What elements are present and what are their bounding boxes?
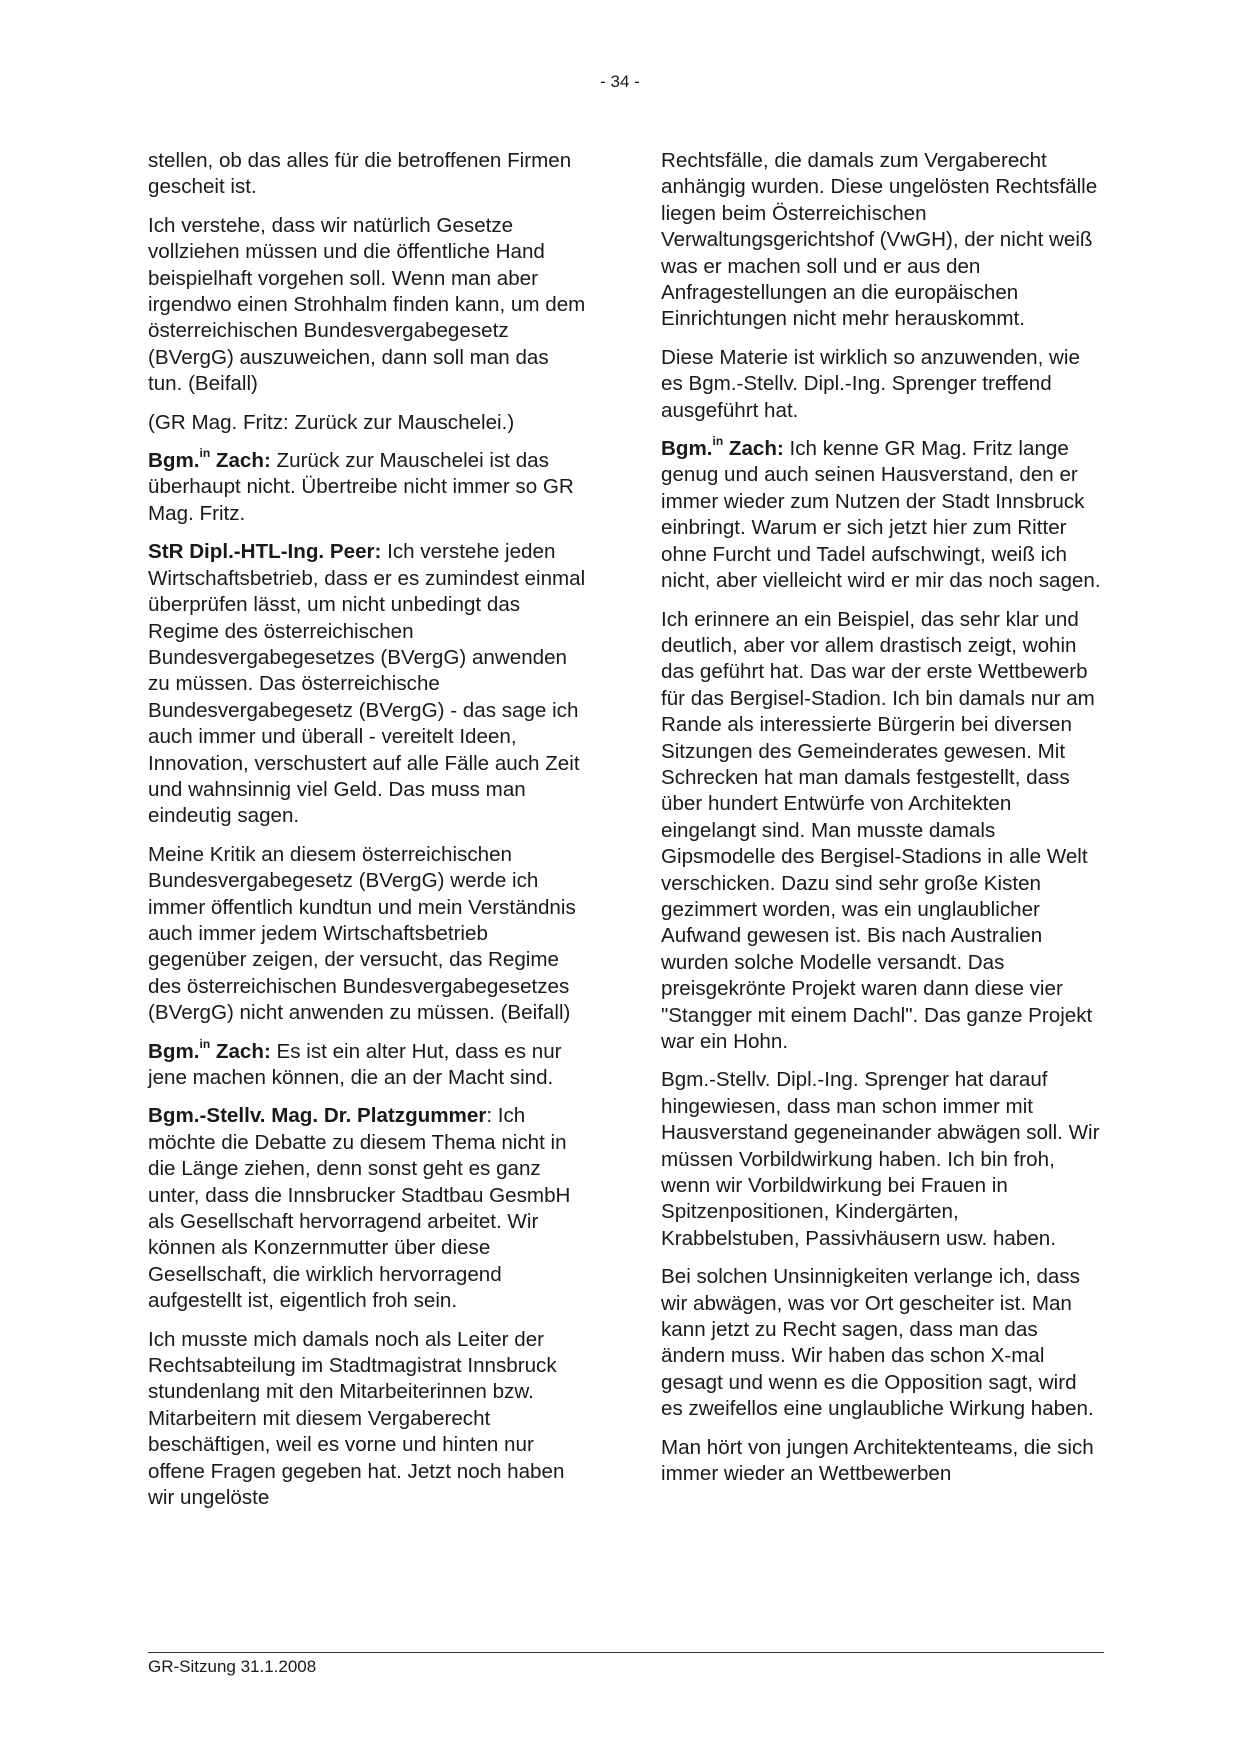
speech-text: Ich verstehe jeden Wirtschaftsbetrieb, dass er es zumindest einmal überprüfen lässt, um nicht unbedingt das Regime des österreichischen Bundesvergabegesetzes (BVergG) anwenden zu müssen. Das österreichische Bundesvergabegesetz (BVergG) - das sage ich auch immer und überall - vereitelt Ideen, Innovation, verschustert auf alle Fälle auch Zeit und wahnsinnig viel Geld. Das muss man eindeutig sagen. <box>148 540 586 828</box>
speech-paragraph <box>661 436 1101 594</box>
paragraph: Ich musste mich damals noch als Leiter der Rechtsabteilung im Stadtmagistrat Innsbruck stundenlang mit den Mitarbeiterinnen bzw. Mitarbeitern mit diesem Vergaberecht beschäftigen, weil es vorne und hinten nur offene Fragen gegeben hat. Jetzt noch haben wir ungelöste <box>148 1327 565 1510</box>
speaker-name: Bgm.$^{in}$ Zach: <box>148 446 271 473</box>
paragraph: Meine Kritik an diesem österreichischen Bundesvergabegesetz (BVergG) werde ich immer öffentlich kundtun und mein Verständnis auch immer jedem Wirtschaftsbetrieb gegenüber zeigen, der versucht, das Regime des österreichischen Bundesvergabegesetzes (BVergG) nicht anwenden zu müssen. (Beifall) <box>148 842 576 1025</box>
speech-paragraph <box>148 539 588 829</box>
left-column <box>148 148 588 1524</box>
paragraph: Ich verstehe, dass wir natürlich Gesetze vollziehen müssen und die öffentliche Hand beispielhaft vorgehen soll. Wenn man aber irgendwo einen Strohhalm finden kann, um dem österreichischen Bundesvergabegesetz (BVergG) auszuweichen, dann soll man das tun. (Beifall) <box>148 213 586 396</box>
paragraph: Bei solchen Unsinnigkeiten verlange ich, dass wir abwägen, was vor Ort gescheiter ist. Man kann jetzt zu Recht sagen, dass man das ändern muss. Wir haben das schon X-mal gesagt und wenn es die Opposition sagt, wird es zweifellos eine unglaubliche Wirkung haben. <box>661 1265 1094 1421</box>
paragraph: (GR Mag. Fritz: Zurück zur Mauschelei.) <box>148 410 515 434</box>
speaker-name: Bgm.$^{in}$ Zach: <box>661 434 784 461</box>
speech-text: Zurück zur Mauschelei ist das überhaupt nicht. Übertreibe nicht immer so GR Mag. Fritz. <box>148 449 574 525</box>
footer-divider <box>148 1652 1104 1653</box>
speech-text: Ich kenne GR Mag. Fritz lange genug und auch seinen Hausverstand, den er immer wieder zum Nutzen der Stadt Innsbruck einbringt. Warum er sich jetzt hier zum Ritter ohne Furcht und Tadel aufschwingt, weiß ich nicht, aber vielleicht wird er mir das noch sagen. <box>661 437 1101 593</box>
speaker-name: Bgm.$^{in}$ Zach: <box>148 1036 271 1063</box>
paragraph: Ich erinnere an ein Beispiel, das sehr klar und deutlich, aber vor allem drastisch zeigt, wohin das geführt hat. Das war der erste Wettbewerb für das Bergisel-Stadion. Ich bin damals nur am Rande als interessierte Bürgerin bei diversen Sitzungen des Gemeinderates gewesen. Mit Schrecken hat man damals festgestellt, dass über hundert Entwürfe von Architekten eingelangt sind. Man musste damals Gipsmodelle des Bergisel-Stadions in alle Welt verschicken. Dazu sind sehr große Kisten gezimmert worden, was ein unglaublicher Aufwand gewesen ist. Bis nach Australien wurden solche Modelle versandt. Das preisgekrönte Projekt waren dann diese vier "Stangger mit einem Dachl". Das ganze Projekt war ein Hohn. <box>661 607 1095 1053</box>
speech-paragraph <box>148 448 588 527</box>
paragraph: Rechtsfälle, die damals zum Vergaberecht anhängig wurden. Diese ungelösten Rechtsfälle liegen beim Österreichischen Verwaltungsgerichtshof (VwGH), der nicht weiß was er machen soll und er aus den Anfragestellungen an die europäischen Einrichtungen nicht mehr herauskommt. <box>661 149 1098 331</box>
speech-paragraph <box>148 1036 588 1092</box>
footer-text: GR-Sitzung 31.1.2008 <box>148 1657 317 1676</box>
paragraph: Man hört von jungen Architektenteams, die sich immer wieder an Wettbewerben <box>661 1435 1094 1486</box>
speech-paragraph <box>148 1103 588 1314</box>
speaker-name: Bgm.-Stellv. Mag. Dr. Platzgummer <box>148 1104 487 1128</box>
paragraph: Bgm.-Stellv. Dipl.-Ing. Sprenger hat darauf hingewiesen, dass man schon immer mit Hausverstand gegeneinander abwägen soll. Wir müssen Vorbildwirkung haben. Ich bin froh, wenn wir Vorbildwirkung bei Frauen in Spitzenpositionen, Kindergärten, Krabbelstuben, Passivhäusern usw. haben. <box>661 1068 1100 1250</box>
speech-text: : Ich möchte die Debatte zu diesem Thema nicht in die Länge ziehen, denn sonst geht es ganz unter, dass die Innsbrucker Stadtbau GesmbH als Gesellschaft hervorragend arbeitet. Wir können als Konzernmutter über diese Gesellschaft, die wirklich hervorragend aufgestellt ist, eigentlich froh sein. <box>148 1104 571 1313</box>
speaker-name: StR Dipl.-HTL-Ing. Peer: <box>148 540 382 564</box>
paragraph: stellen, ob das alles für die betroffenen Firmen gescheit ist. <box>148 149 572 199</box>
right-column <box>661 148 1101 1500</box>
paragraph: Diese Materie ist wirklich so anzuwenden, wie es Bgm.-Stellv. Dipl.-Ing. Sprenger treffend ausgeführt hat. <box>661 345 1080 422</box>
speech-text: Es ist ein alter Hut, dass es nur jene machen können, die an der Macht sind. <box>148 1039 562 1089</box>
page-number: - 34 - <box>600 72 640 91</box>
